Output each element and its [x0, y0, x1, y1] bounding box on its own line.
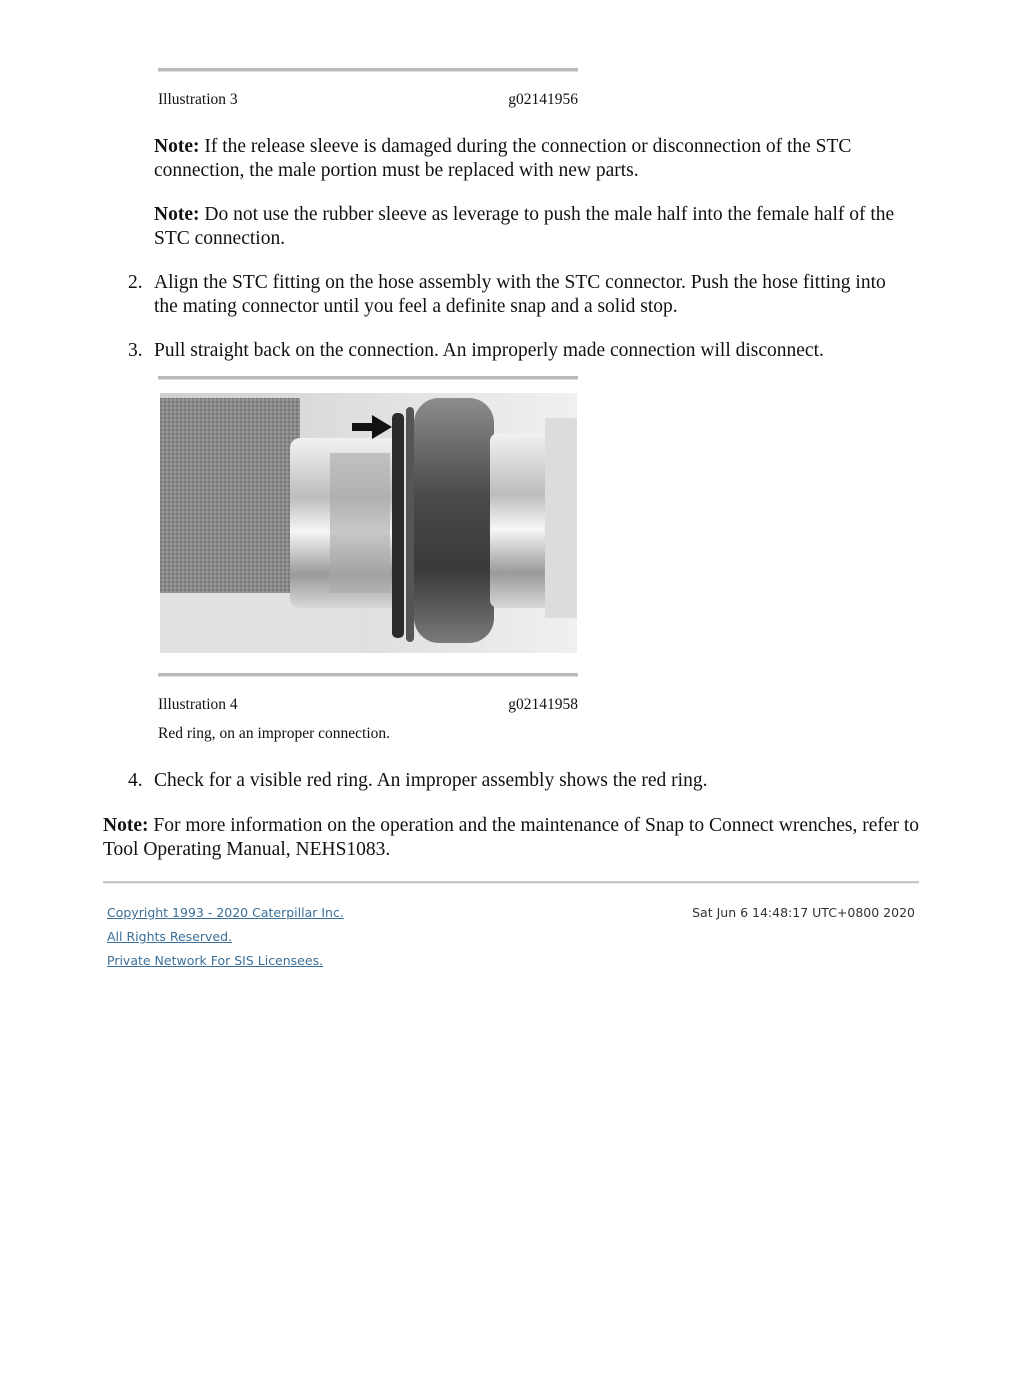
illustration-4-label: Illustration 4	[158, 696, 238, 713]
illustration-4-code: g02141958	[508, 696, 578, 713]
step-3-text: Pull straight back on the connection. An improperly made connection will disconnect.	[154, 340, 824, 361]
stc-connection-photo	[160, 393, 577, 653]
copyright-link[interactable]: Copyright 1993 - 2020 Caterpillar Inc.	[107, 905, 344, 920]
stc-connection-illustration	[160, 393, 577, 653]
footer-timestamp: Sat Jun 6 14:48:17 UTC+0800 2020	[692, 905, 915, 920]
note-rubber-sleeve	[154, 203, 924, 251]
note-label: Note:	[154, 136, 200, 157]
illustration-3-rule	[158, 68, 578, 72]
note-label: Note:	[154, 204, 200, 225]
note-label: Note:	[103, 815, 149, 836]
illustration-4-bottom-rule	[158, 673, 578, 677]
note-text: Do not use the rubber sleeve as leverage to push the male half into the female half of the STC connection.	[154, 204, 895, 249]
footer-divider	[103, 881, 919, 884]
step-4-text: Check for a visible red ring. An improper assembly shows the red ring.	[154, 770, 708, 791]
note-text: For more information on the operation and the maintenance of Snap to Connect wrenches, refer to Tool Operating Manual, NEHS1083.	[103, 815, 920, 860]
step-number: 3.	[128, 340, 143, 361]
private-network-link[interactable]: Private Network For SIS Licensees.	[107, 953, 324, 968]
illustration-3-code: g02141956	[508, 91, 578, 108]
note-release-sleeve	[154, 135, 924, 183]
all-rights-reserved-link[interactable]: All Rights Reserved.	[107, 929, 233, 944]
step-number: 4.	[128, 770, 143, 791]
step-number: 2.	[128, 272, 143, 293]
note-snap-to-connect	[103, 814, 923, 862]
step-2-text: Align the STC fitting on the hose assembly with the STC connector. Push the hose fitting into the mating connector until you feel a definite snap and a solid stop.	[154, 272, 886, 317]
illustration-4-caption: Red ring, on an improper connection.	[158, 725, 391, 742]
illustration-4-top-rule	[158, 376, 578, 380]
illustration-3-label: Illustration 3	[158, 91, 238, 108]
note-text: If the release sleeve is damaged during the connection or disconnection of the STC connection, the male portion must be replaced with new parts.	[154, 136, 852, 181]
